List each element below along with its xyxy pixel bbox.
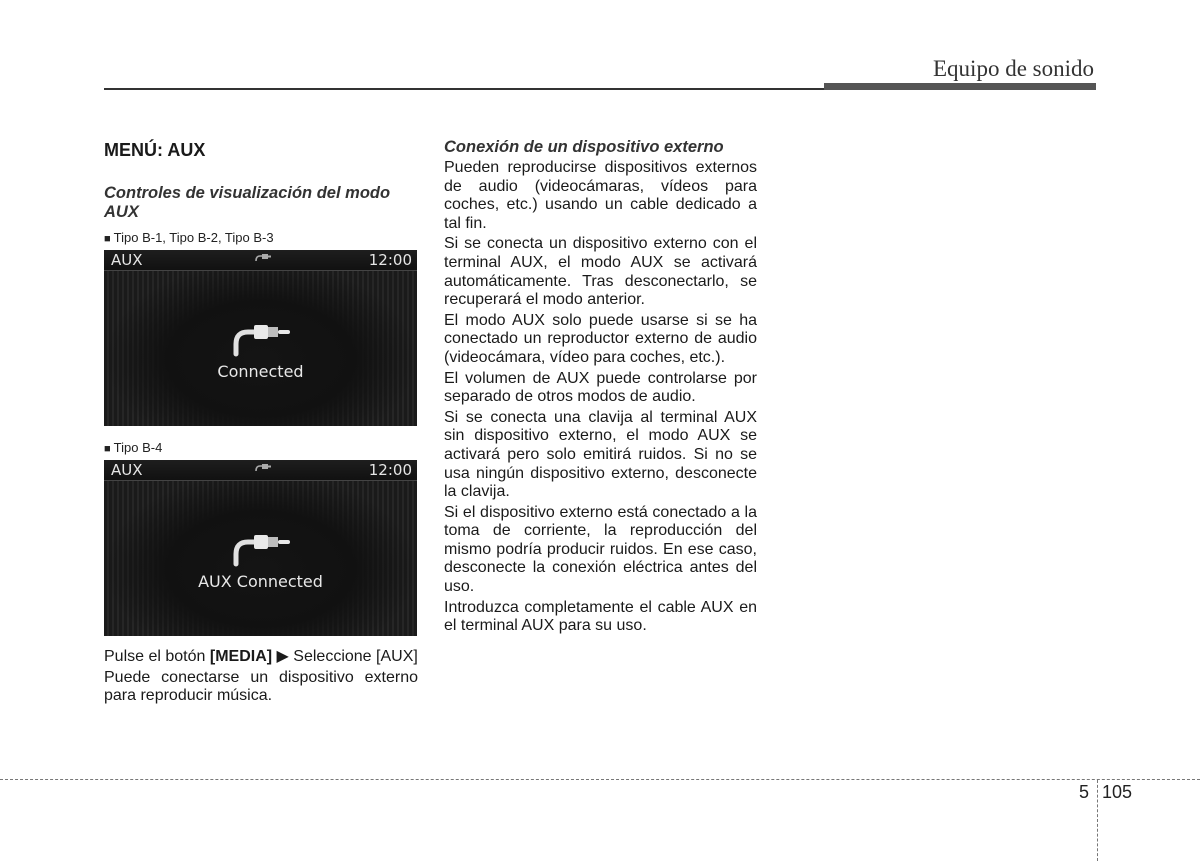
paragraph: Si el dispositivo externo está conectado a la toma de corriente, la reproducción del mismo podría producir ruidos. En ese caso, desconecte la conexión eléctrica antes del uso. <box>444 503 757 596</box>
screen2-label: ■ Tipo B-4 <box>104 440 163 455</box>
display-controls-subheading: Controles de visualización del modo AUX <box>104 184 391 221</box>
footer-divider <box>0 779 1200 780</box>
square-bullet-icon: ■ <box>104 233 111 245</box>
aux-small-icon <box>254 463 272 473</box>
left-column <box>104 138 418 706</box>
paragraph: Introduzca completamente el cable AUX en el terminal AUX para su uso. <box>444 598 757 635</box>
square-bullet-icon: ■ <box>104 443 111 455</box>
header-rule <box>104 88 824 90</box>
paragraph: Si se conecta una clavija al terminal AUX sin dispositivo externo, el modo AUX se activará pero solo emitirá ruidos. Si no se usa ningún dispositivo externo, desconecte la clavija. <box>444 408 757 501</box>
aux-cable-icon <box>228 532 292 568</box>
right-column <box>444 138 757 636</box>
intro-paragraph: Puede conectarse un dispositivo externo para reproducir música. <box>104 668 418 705</box>
footer-vertical-divider <box>1097 780 1098 861</box>
paragraph: El modo AUX solo puede usarse si se ha conectado un reproductor externo de audio (videocámara, vídeo para coches, etc.). <box>444 311 757 366</box>
screen-mode: AUX <box>111 461 143 479</box>
instruction-text: Pulse el botón [MEDIA] ▶ Seleccione [AUX] <box>104 648 418 665</box>
connection-status: AUX Connected <box>198 572 323 591</box>
screen1-label: ■ Tipo B-1, Tipo B-2, Tipo B-3 <box>104 230 274 245</box>
paragraph: El volumen de AUX puede controlarse por separado de otros modos de audio. <box>444 369 757 406</box>
aux-small-icon <box>254 253 272 263</box>
chapter-number: 5 <box>1079 782 1090 802</box>
menu-title: MENÚ: AUX <box>104 140 206 160</box>
screen-clock: 12:00 <box>368 461 412 479</box>
aux-screen-b1 <box>104 250 417 426</box>
paragraph: Pueden reproducirse dispositivos externos de audio (videocámaras, vídeos para coches, etc.) usando un cable dedicado a tal fin. <box>444 159 757 232</box>
media-button-label: [MEDIA] <box>209 648 273 665</box>
screen-clock: 12:00 <box>368 251 412 269</box>
header-rule-accent <box>824 83 1096 90</box>
connection-status: Connected <box>217 362 304 381</box>
section-title: Equipo de sonido <box>933 56 1094 81</box>
paragraph: Si se conecta un dispositivo externo con el terminal AUX, el modo AUX se activará automáticamente. Tras desconectarlo, se recuperará el modo anterior. <box>444 235 757 309</box>
arrow-right-icon: ▶ <box>276 648 289 665</box>
external-device-subheading: Conexión de un dispositivo externo <box>444 138 724 156</box>
screen-mode: AUX <box>111 251 143 269</box>
aux-screen-b4 <box>104 460 417 636</box>
page-number: 105 <box>1102 782 1133 802</box>
aux-cable-icon <box>228 322 292 358</box>
